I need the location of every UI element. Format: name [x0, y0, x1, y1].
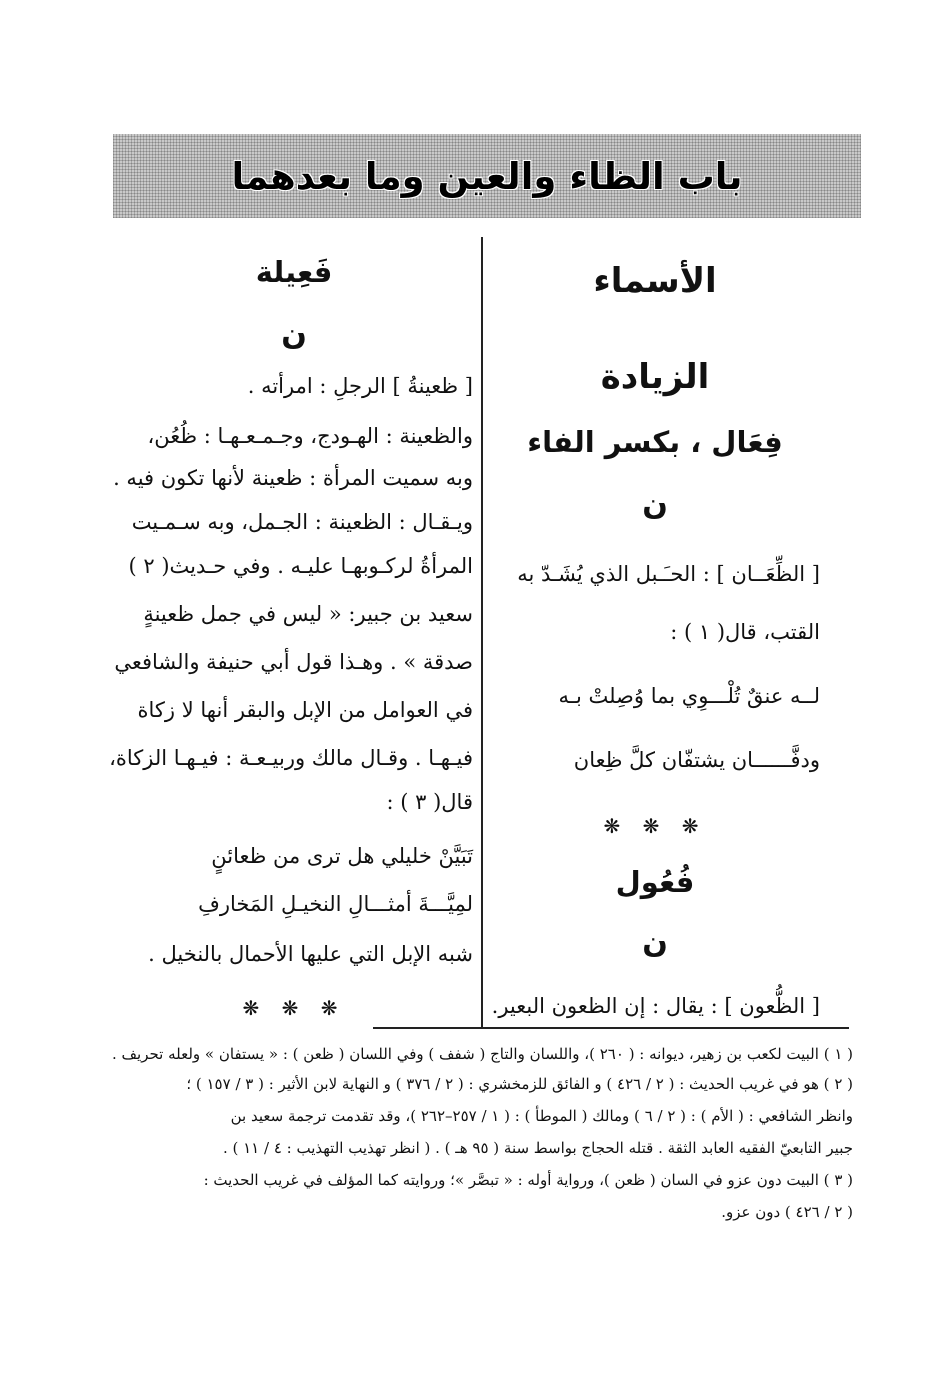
footnote-2-line3: جبير التابعيّ الفقيه العابد الثقة . قتله الحجاج بواسط سنة ( ٩٥ هـ ) . ( انظر تهذيب التهذيب : ٤ / ١١ ) . — [222, 1139, 853, 1157]
verse-line1: لــه عنقٌ تُلْـــوِي بما وُصِلتْ بـه — [558, 684, 820, 708]
letter-nun: ن — [642, 925, 668, 960]
footnote-rule — [373, 1027, 849, 1029]
footnote-1: ( ١ ) البيت لكعب بن زهير، ديوانه : ( ٢٦٠ )، واللسان والتاج ( شفف ) وفي اللسان ( ظعن ) : « يستفان » ولعله تحريف . — [111, 1045, 853, 1063]
text-line: قال( ٣ ) : — [386, 790, 473, 814]
text-line: صدقة » . وهـذا قول أبي حنيفة والشافعي — [114, 650, 473, 674]
text-line: في العوامل من الإبل والبقر أنها لا زكاة — [137, 698, 473, 722]
column-divider — [481, 237, 483, 1027]
footnote-3-line1: ( ٣ ) البيت دون عزو في السان ( ظعن )، ورواية أوله : « تبصَّر »؛ وروايته كما المؤلف في غريب الحديث : — [203, 1171, 853, 1189]
separator-stars: ❋ ❋ ❋ — [603, 814, 707, 838]
verse-line2: لمِيَّـــةَ أمثـــالِ النخيـلِ المَخارفِ — [198, 892, 473, 916]
text-line: ويـقـال : الظعينة : الجـمل، وبه سـمـيت — [131, 510, 473, 534]
footnote-3-line2: ( ٢ / ٤٢٦ ) دون عزو. — [721, 1203, 853, 1221]
verse-line1: تَبَيَّنْ خليلي هل ترى من ظعائنٍ — [211, 844, 473, 868]
heading-asmaa: الأسماء — [593, 261, 717, 301]
letter-nun: ن — [642, 487, 668, 522]
entry-zaan-line2: القتب، قال( ١ ) : — [670, 620, 820, 644]
heading-fiaal: فِعَال ، بكسر الفاء — [527, 425, 783, 459]
separator-stars: ❋ ❋ ❋ — [242, 996, 346, 1020]
text-line: المرأةُ لركـوبهـا عليـه . وفي حـديث( ٢ ) — [128, 554, 473, 578]
heading-ziyada: الزيادة — [600, 357, 710, 397]
text-line: فيـهـا . وقـال مالك وربيـعـة : فيـهـا الزكاة، — [109, 746, 473, 770]
footnote-2-line2: وانظر الشافعي : ( الأم ) : ( ٢ / ٦ ) ومالك ( الموطأ ) : ( ١ / ٢٥٧–٢٦٢ )، وقد تقدمت ترجمة سعيد بن — [230, 1107, 853, 1125]
chapter-banner — [113, 134, 861, 218]
text-line: والظعينة : الهـودج، وجـمـعـهـا : ظُعُن، — [147, 424, 473, 448]
text-line: [ ظعينةُ ] الرجلِ : امرأته . — [247, 374, 473, 398]
entry-zaan-line1: [ الظِّعَــان ] : الحـَـبل الذي يُشَـدّ به — [517, 562, 820, 586]
chapter-title: باب الظاء والعين وما بعدهما — [231, 154, 743, 198]
footnote-2-line1: ( ٢ ) هو في غريب الحديث : ( ٢ / ٤٢٦ ) و الفائق للزمخشري : ( ٢ / ٣٧٦ ) و النهاية لابن الأثير : ( ٣ / ١٥٧ ) ؛ — [186, 1075, 853, 1093]
text-line: شبه الإبل التي عليها الأحمال بالنخيل . — [148, 942, 473, 966]
text-line: وبه سميت المرأة : ظعينة لأنها تكون فيه . — [113, 466, 473, 490]
text-line: سعيد بن جبير: « ليس في جمل ظعينةٍ — [143, 602, 473, 626]
letter-nun: ن — [281, 317, 307, 352]
entry-zuun: [ الظُّعون ] : يقال : إن الظعون البعير. — [491, 994, 820, 1018]
heading-faila: فَعِيلة — [255, 255, 333, 289]
verse-line2: ودفَّــــــان يشتفّان كلَّ ظِعان — [573, 748, 820, 772]
heading-fauul: فُعُول — [615, 865, 695, 899]
